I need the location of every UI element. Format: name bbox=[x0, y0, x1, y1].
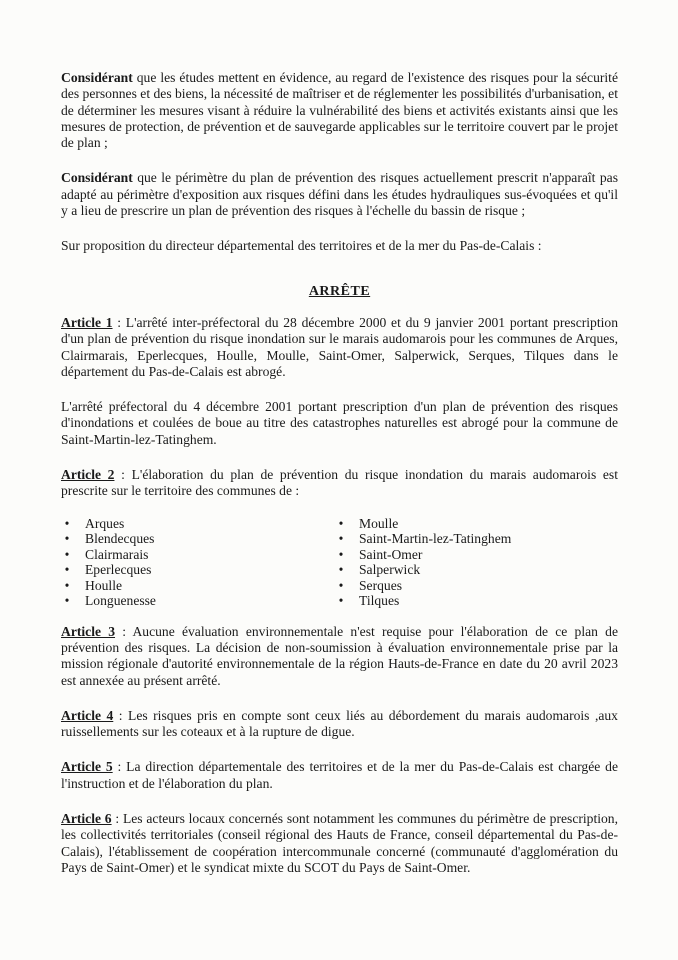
list-item: • Clairmarais bbox=[64, 546, 149, 562]
communes-column-right bbox=[335, 516, 511, 609]
considerant-text: que les études mettent en évidence, au regard de l'existence des risques pour la sécurité des personnes et des biens, la nécessité de maîtriser et de réglementer les possibilités d'urbanisation, et de déterminer les mesures visant à réduire la vulnérabilité des biens et activités existants ainsi que les mesures de protection, de prévention et de sauvegarde applicables sur le territoire couvert par le projet de plan ; bbox=[61, 70, 618, 151]
article-3-label: Article 3 bbox=[61, 623, 116, 639]
list-item: • Tilques bbox=[338, 593, 400, 609]
article-2 bbox=[61, 467, 618, 500]
communes-list bbox=[61, 516, 618, 609]
article-1-paragraph-2: L'arrêté préfectoral du 4 décembre 2001 portant prescription d'un plan de prévention des risques d'inondations et coulées de boue au titre des catastrophes naturelles est abrogé pour la commune de Saint-Martin-lez-Tatinghem. bbox=[61, 399, 618, 447]
article-3-text: : Aucune évaluation environnementale n'est requise pour l'élaboration de ce plan de prévention des risques. La décision de non-soumission à évaluation environnementale prise par la mission régionale d'autorité environnementale de la région Hauts-de-France en date du 20 avril 2023 est annexée au présent arrêté. bbox=[61, 623, 618, 688]
article-4 bbox=[61, 708, 618, 741]
article-1-text: : L'arrêté inter-préfectoral du 28 décembre 2000 et du 9 janvier 2001 portant prescription d'un plan de prévention du risque inondation sur le marais audomarois pour les communes de Arques, Clairmarais, Eperlecques, Houlle, Moulle, Saint-Omer, Salperwick, Serques, Tilques dans le département du Pas-de-Calais est abrogé. bbox=[61, 314, 618, 379]
considerant-paragraph-1 bbox=[61, 70, 618, 151]
list-item: • Saint-Martin-lez-Tatinghem bbox=[338, 531, 512, 547]
article-6-text: : Les acteurs locaux concernés sont notamment les communes du périmètre de prescription, les collectivités territoriales (conseil régional des Hauts de France, conseil départemental du Pas-de-Calais), l'établissement de coopération intercommunale concerné (communauté d'agglomération du Pays de Saint-Omer) et le syndicat mixte du SCOT du Pays de Saint-Omer. bbox=[61, 811, 618, 875]
list-item: • Saint-Omer bbox=[338, 546, 423, 562]
considerant-keyword: Considérant bbox=[61, 70, 133, 85]
proposition-paragraph: Sur proposition du directeur départemental des territoires et de la mer du Pas-de-Calais : bbox=[61, 238, 542, 254]
article-1 bbox=[61, 315, 618, 380]
considerant-paragraph-2 bbox=[61, 170, 618, 219]
considerant-keyword: Considérant bbox=[61, 170, 133, 186]
article-4-label: Article 4 bbox=[61, 707, 114, 723]
article-6-label: Article 6 bbox=[61, 811, 112, 827]
article-1-label: Article 1 bbox=[61, 314, 113, 330]
article-5 bbox=[61, 759, 618, 792]
list-item: • Moulle bbox=[338, 515, 399, 531]
list-item: • Arques bbox=[64, 515, 125, 531]
article-2-label: Article 2 bbox=[61, 467, 115, 483]
communes-column-left bbox=[61, 516, 335, 609]
article-5-text: : La direction départementale des territoires et de la mer du Pas-de-Calais est chargée de l'instruction et de l'élaboration du plan. bbox=[61, 759, 618, 791]
list-item: • Eperlecques bbox=[64, 562, 152, 578]
list-item: • Blendecques bbox=[64, 531, 155, 547]
article-5-label: Article 5 bbox=[61, 759, 113, 775]
list-item: • Houlle bbox=[64, 577, 122, 593]
list-item: • Serques bbox=[338, 577, 403, 593]
arrete-heading: ARRÊTE bbox=[308, 283, 371, 299]
article-6 bbox=[61, 811, 618, 876]
list-item: • Salperwick bbox=[338, 562, 421, 578]
article-2-text: : L'élaboration du plan de prévention du risque inondation du marais audomarois est prescrite sur le territoire des communes de : bbox=[61, 467, 618, 499]
article-4-text: : Les risques pris en compte sont ceux liés au débordement du marais audomarois ,aux ruissellements sur les coteaux et à la rupture de digue. bbox=[61, 707, 618, 740]
considerant-text: que le périmètre du plan de prévention des risques actuellement prescrit n'apparaît pas adapté au périmètre d'exposition aux risques défini dans les études hydrauliques sus-évoquées et qu'il y a lieu de prescrire un plan de prévention des risques à l'échelle du bassin de risque ; bbox=[61, 170, 618, 219]
article-3 bbox=[61, 624, 618, 689]
list-item: • Longuenesse bbox=[64, 593, 156, 609]
